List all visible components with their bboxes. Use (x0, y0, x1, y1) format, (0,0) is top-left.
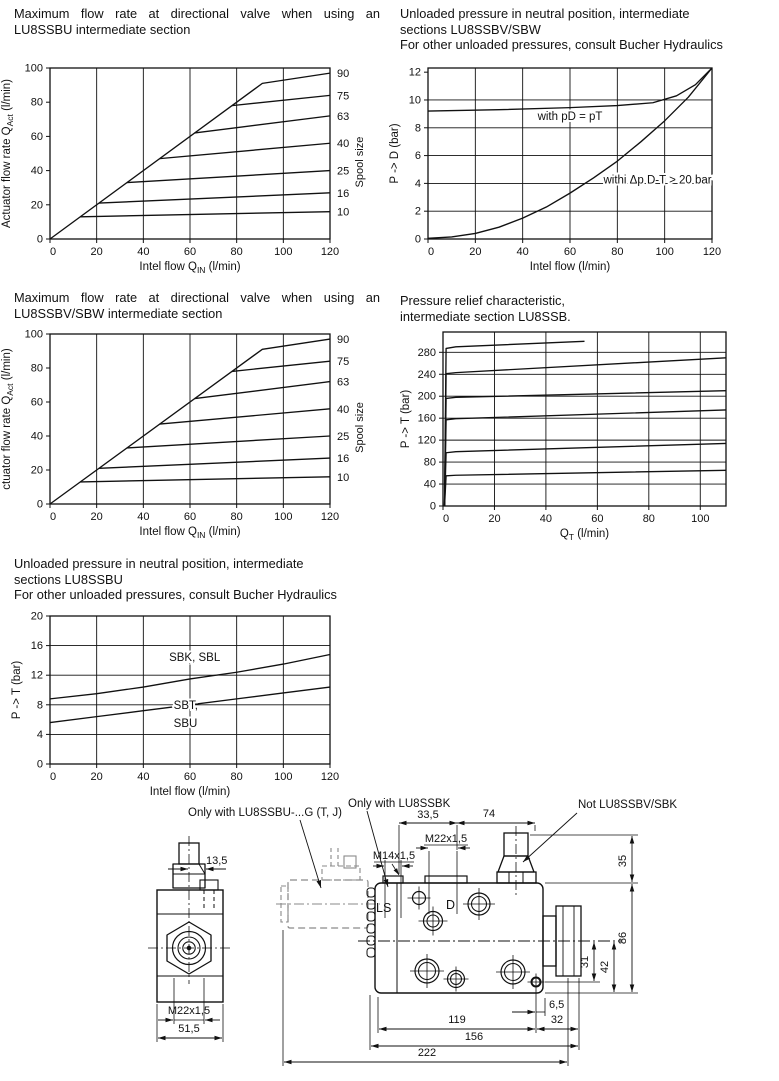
dim-6-5-label: 6,5 (549, 999, 565, 1011)
x-tick-label: 20 (488, 513, 501, 525)
series-25 (127, 171, 330, 183)
series-setting-300-bar (445, 341, 585, 506)
spool-size-label: 16 (337, 187, 350, 200)
curve-annotation: SBK, SBL (169, 652, 221, 665)
y-tick-label: 80 (30, 96, 43, 109)
chart-annotation (174, 700, 198, 712)
dim-13-5-label: 13,5 (206, 855, 228, 867)
y-tick-label: 20 (30, 199, 43, 212)
x-tick-label: 40 (137, 511, 150, 523)
y-tick-label: 40 (30, 430, 43, 443)
y-axis-label: Actuator flow rate $Q_{Act}$ (l/min) (1, 78, 15, 229)
chart-ticks (409, 67, 721, 258)
x-tick-label: 100 (274, 246, 293, 258)
x-tick-label: 100 (274, 511, 293, 523)
series-25 (127, 436, 330, 448)
y-axis-label: P -> T (bar) (400, 389, 412, 449)
y-tick-label: 160 (417, 412, 436, 425)
chart-max-flow-lu8ssbu (1, 63, 366, 276)
chart-unloaded-pressure-sbv-sbw (389, 67, 721, 273)
x-tick-label: 80 (642, 513, 655, 525)
dim-m22-top-label: M22x1,5 (424, 833, 468, 845)
port-d-label: D (446, 898, 456, 912)
x-tick-label: 60 (563, 246, 577, 258)
y-tick-label: 0 (36, 498, 43, 511)
y-tick-label: 2 (414, 205, 421, 218)
spool-size-label: 75 (337, 90, 350, 103)
y-tick-label: 16 (30, 640, 43, 653)
right-axis-label: Spool size (354, 402, 366, 453)
title-line: LU8SSBU intermediate section (14, 21, 191, 37)
curve-annotation: SBT, (173, 700, 198, 713)
chart-ticks (418, 347, 710, 525)
x-tick-label: 0 (442, 513, 450, 525)
chart-series (445, 341, 726, 506)
title-line: Maximum flow rate at directional valve when using an (14, 6, 380, 21)
chart-ticks (25, 329, 340, 524)
port-circle (410, 954, 444, 988)
chart-annotation (174, 718, 198, 730)
title-line: For other unloaded pressures, consult Bucher Hydraulics (400, 37, 723, 53)
title-line: sections LU8SSBV/SBW (400, 21, 541, 37)
x-tick-label: 100 (274, 771, 293, 783)
title-line: For other unloaded pressures, consult Bucher Hydraulics (14, 587, 337, 603)
spool-size-label: 90 (337, 68, 350, 81)
y-tick-label: 4 (414, 177, 421, 190)
x-axis-label: Intel flow $Q_{IN}$ (l/min) (139, 261, 241, 275)
chart-annotation (537, 111, 603, 123)
dim-31-label: 31 (579, 955, 591, 969)
spool-size-label: 75 (337, 356, 350, 369)
chart-grid (443, 332, 726, 506)
y-tick-label: 100 (24, 62, 43, 75)
y-axis-label: ctuator flow rate $Q_{Act}$ (l/min) (1, 348, 15, 490)
y-tick-label: 20 (30, 464, 43, 477)
series-75 (232, 361, 330, 371)
y-tick-label: 120 (417, 434, 436, 447)
y-tick-label: 280 (417, 346, 436, 359)
note-not-lu8ssbv-sbk: Not LU8SSBV/SBK (578, 799, 678, 811)
dim-33-5-label: 33,5 (417, 809, 439, 821)
spool-size-label: 63 (337, 376, 350, 389)
port-circle (444, 967, 469, 992)
cartridge-front-view (148, 836, 231, 1042)
y-axis-label: P -> D (bar) (389, 123, 401, 184)
x-axis-label: Intel flow (l/min) (149, 786, 231, 798)
dim-119-label: 119 (448, 1014, 466, 1026)
spool-size-label: 63 (337, 110, 350, 123)
x-tick-label: 120 (320, 511, 340, 523)
x-axis-label: Intel flow $Q_{IN}$ (l/min) (139, 526, 241, 540)
port-circle (408, 887, 431, 910)
y-tick-label: 0 (429, 500, 436, 513)
x-tick-label: 80 (230, 246, 243, 258)
curve-annotation: with pD = pT (537, 111, 603, 124)
dim-42-label: 42 (599, 960, 611, 974)
title-line: Unloaded pressure in neutral position, intermediate (400, 6, 690, 21)
spool-size-label: 16 (337, 453, 350, 466)
x-tick-label: 0 (49, 246, 57, 258)
y-tick-label: 80 (30, 362, 43, 375)
x-tick-label: 40 (137, 246, 150, 258)
series-setting-160-bar (445, 410, 726, 506)
series-40 (160, 409, 330, 424)
chart-frame (443, 332, 726, 506)
dim-m22-label: M22x1,5 (167, 1005, 211, 1017)
title-line: LU8SSBV/SBW intermediate section (14, 305, 223, 321)
spool-size-label: 90 (337, 334, 350, 347)
chart-grid (428, 68, 712, 239)
y-tick-label: 0 (36, 758, 43, 771)
x-tick-label: 80 (230, 771, 243, 783)
chart-max-flow-lu8ssbv-sbw (1, 329, 366, 541)
y-tick-label: 10 (408, 94, 421, 107)
y-tick-label: 40 (423, 478, 436, 491)
dim-35-label: 35 (617, 854, 629, 868)
title-line: Maximum flow rate at directional valve when using an (14, 290, 380, 305)
y-tick-label: 200 (417, 390, 436, 403)
right-labels (337, 68, 366, 219)
y-tick-label: 60 (30, 396, 43, 409)
port-circle (528, 974, 545, 991)
chart-unloaded-pressure-sbu (11, 611, 339, 799)
port-circle (419, 907, 448, 936)
spool-size-label: 10 (337, 471, 350, 484)
x-tick-label: 0 (49, 511, 57, 523)
x-tick-label: 60 (591, 513, 604, 525)
spool-size-label: 25 (337, 431, 350, 443)
chart-annotation (602, 174, 711, 186)
right-labels (337, 334, 366, 484)
series-40 (160, 143, 330, 158)
x-axis-label: Intel flow (l/min) (529, 261, 611, 273)
title-line: sections LU8SSBU (14, 571, 123, 587)
x-axis-label: $Q_T$ (l/min) (559, 528, 610, 542)
y-tick-label: 12 (30, 669, 43, 682)
x-tick-label: 20 (90, 511, 103, 523)
x-tick-label: 80 (230, 511, 243, 523)
title-line: Unloaded pressure in neutral position, intermediate (14, 556, 304, 571)
y-tick-label: 60 (30, 130, 43, 143)
note-only-lu8ssbk: Only with LU8SSBK (348, 798, 451, 810)
dim-51-5-label: 51,5 (178, 1023, 200, 1035)
x-tick-label: 20 (469, 246, 482, 258)
y-tick-label: 0 (414, 233, 421, 246)
port-ls-label: LS (376, 901, 392, 915)
dim-156-label: 156 (464, 1031, 484, 1043)
solenoid-coil-dashed (276, 848, 380, 928)
y-tick-label: 40 (30, 165, 43, 178)
y-tick-label: 100 (24, 328, 43, 341)
y-tick-label: 0 (36, 233, 43, 246)
x-tick-label: 40 (539, 513, 553, 525)
chart-annotation (169, 652, 221, 664)
x-tick-label: 20 (90, 246, 103, 258)
x-tick-label: 40 (137, 771, 150, 783)
x-tick-label: 0 (427, 246, 435, 258)
y-tick-label: 80 (423, 456, 436, 469)
y-tick-label: 12 (408, 66, 421, 79)
note-only-lu8ssbu: Only with LU8SSBU-...G (T, J) (188, 807, 343, 819)
x-tick-label: 60 (183, 246, 197, 258)
title-line: Pressure relief characteristic, (400, 293, 565, 308)
x-tick-label: 60 (183, 771, 197, 783)
series-16 (99, 193, 330, 203)
spool-size-label: 40 (337, 138, 350, 151)
x-tick-label: 0 (49, 771, 57, 783)
series-75 (232, 95, 330, 105)
x-tick-label: 40 (516, 246, 529, 258)
valve-block-side-view (188, 798, 677, 1066)
x-tick-label: 100 (691, 513, 710, 525)
chart-grid (50, 616, 330, 764)
port-circle (463, 888, 495, 920)
right-axis-label: Spool size (354, 136, 366, 188)
dim-86-label: 86 (617, 931, 629, 945)
x-tick-label: 100 (655, 246, 674, 258)
dim-32-label: 32 (550, 1014, 564, 1026)
x-tick-label: 60 (183, 511, 197, 523)
y-tick-label: 6 (414, 150, 421, 163)
curve-annotation: SBU (173, 718, 198, 731)
series-16 (99, 458, 330, 468)
spool-size-label: 40 (337, 403, 350, 416)
series-10 (80, 212, 330, 217)
y-tick-label: 4 (36, 728, 43, 741)
x-tick-label: 120 (702, 246, 722, 258)
chart-ticks (31, 611, 339, 784)
y-tick-label: 20 (30, 610, 43, 623)
y-tick-label: 8 (414, 122, 421, 135)
series-setting-56-bar (445, 470, 726, 506)
x-tick-label: 120 (320, 246, 340, 258)
series-10 (80, 477, 330, 482)
x-tick-label: 80 (611, 246, 624, 258)
y-tick-label: 240 (417, 368, 436, 381)
spool-size-label: 10 (337, 206, 350, 219)
spool-size-label: 25 (337, 165, 350, 178)
dim-222-label: 222 (417, 1047, 437, 1059)
dim-74-label: 74 (482, 808, 496, 820)
x-tick-label: 120 (320, 771, 340, 783)
port-circle (496, 955, 530, 989)
title-line: intermediate section LU8SSB. (400, 308, 571, 324)
y-tick-label: 8 (36, 699, 43, 712)
x-tick-label: 20 (90, 771, 103, 783)
curve-annotation: withi Δp D-T > 20 bar (603, 174, 712, 187)
y-axis-label: P -> T (bar) (11, 660, 23, 720)
chart-ticks (25, 63, 340, 259)
dim-m14-label: M14x1,5 (372, 850, 416, 862)
chart-pressure-relief-lu8ssb (400, 332, 726, 542)
